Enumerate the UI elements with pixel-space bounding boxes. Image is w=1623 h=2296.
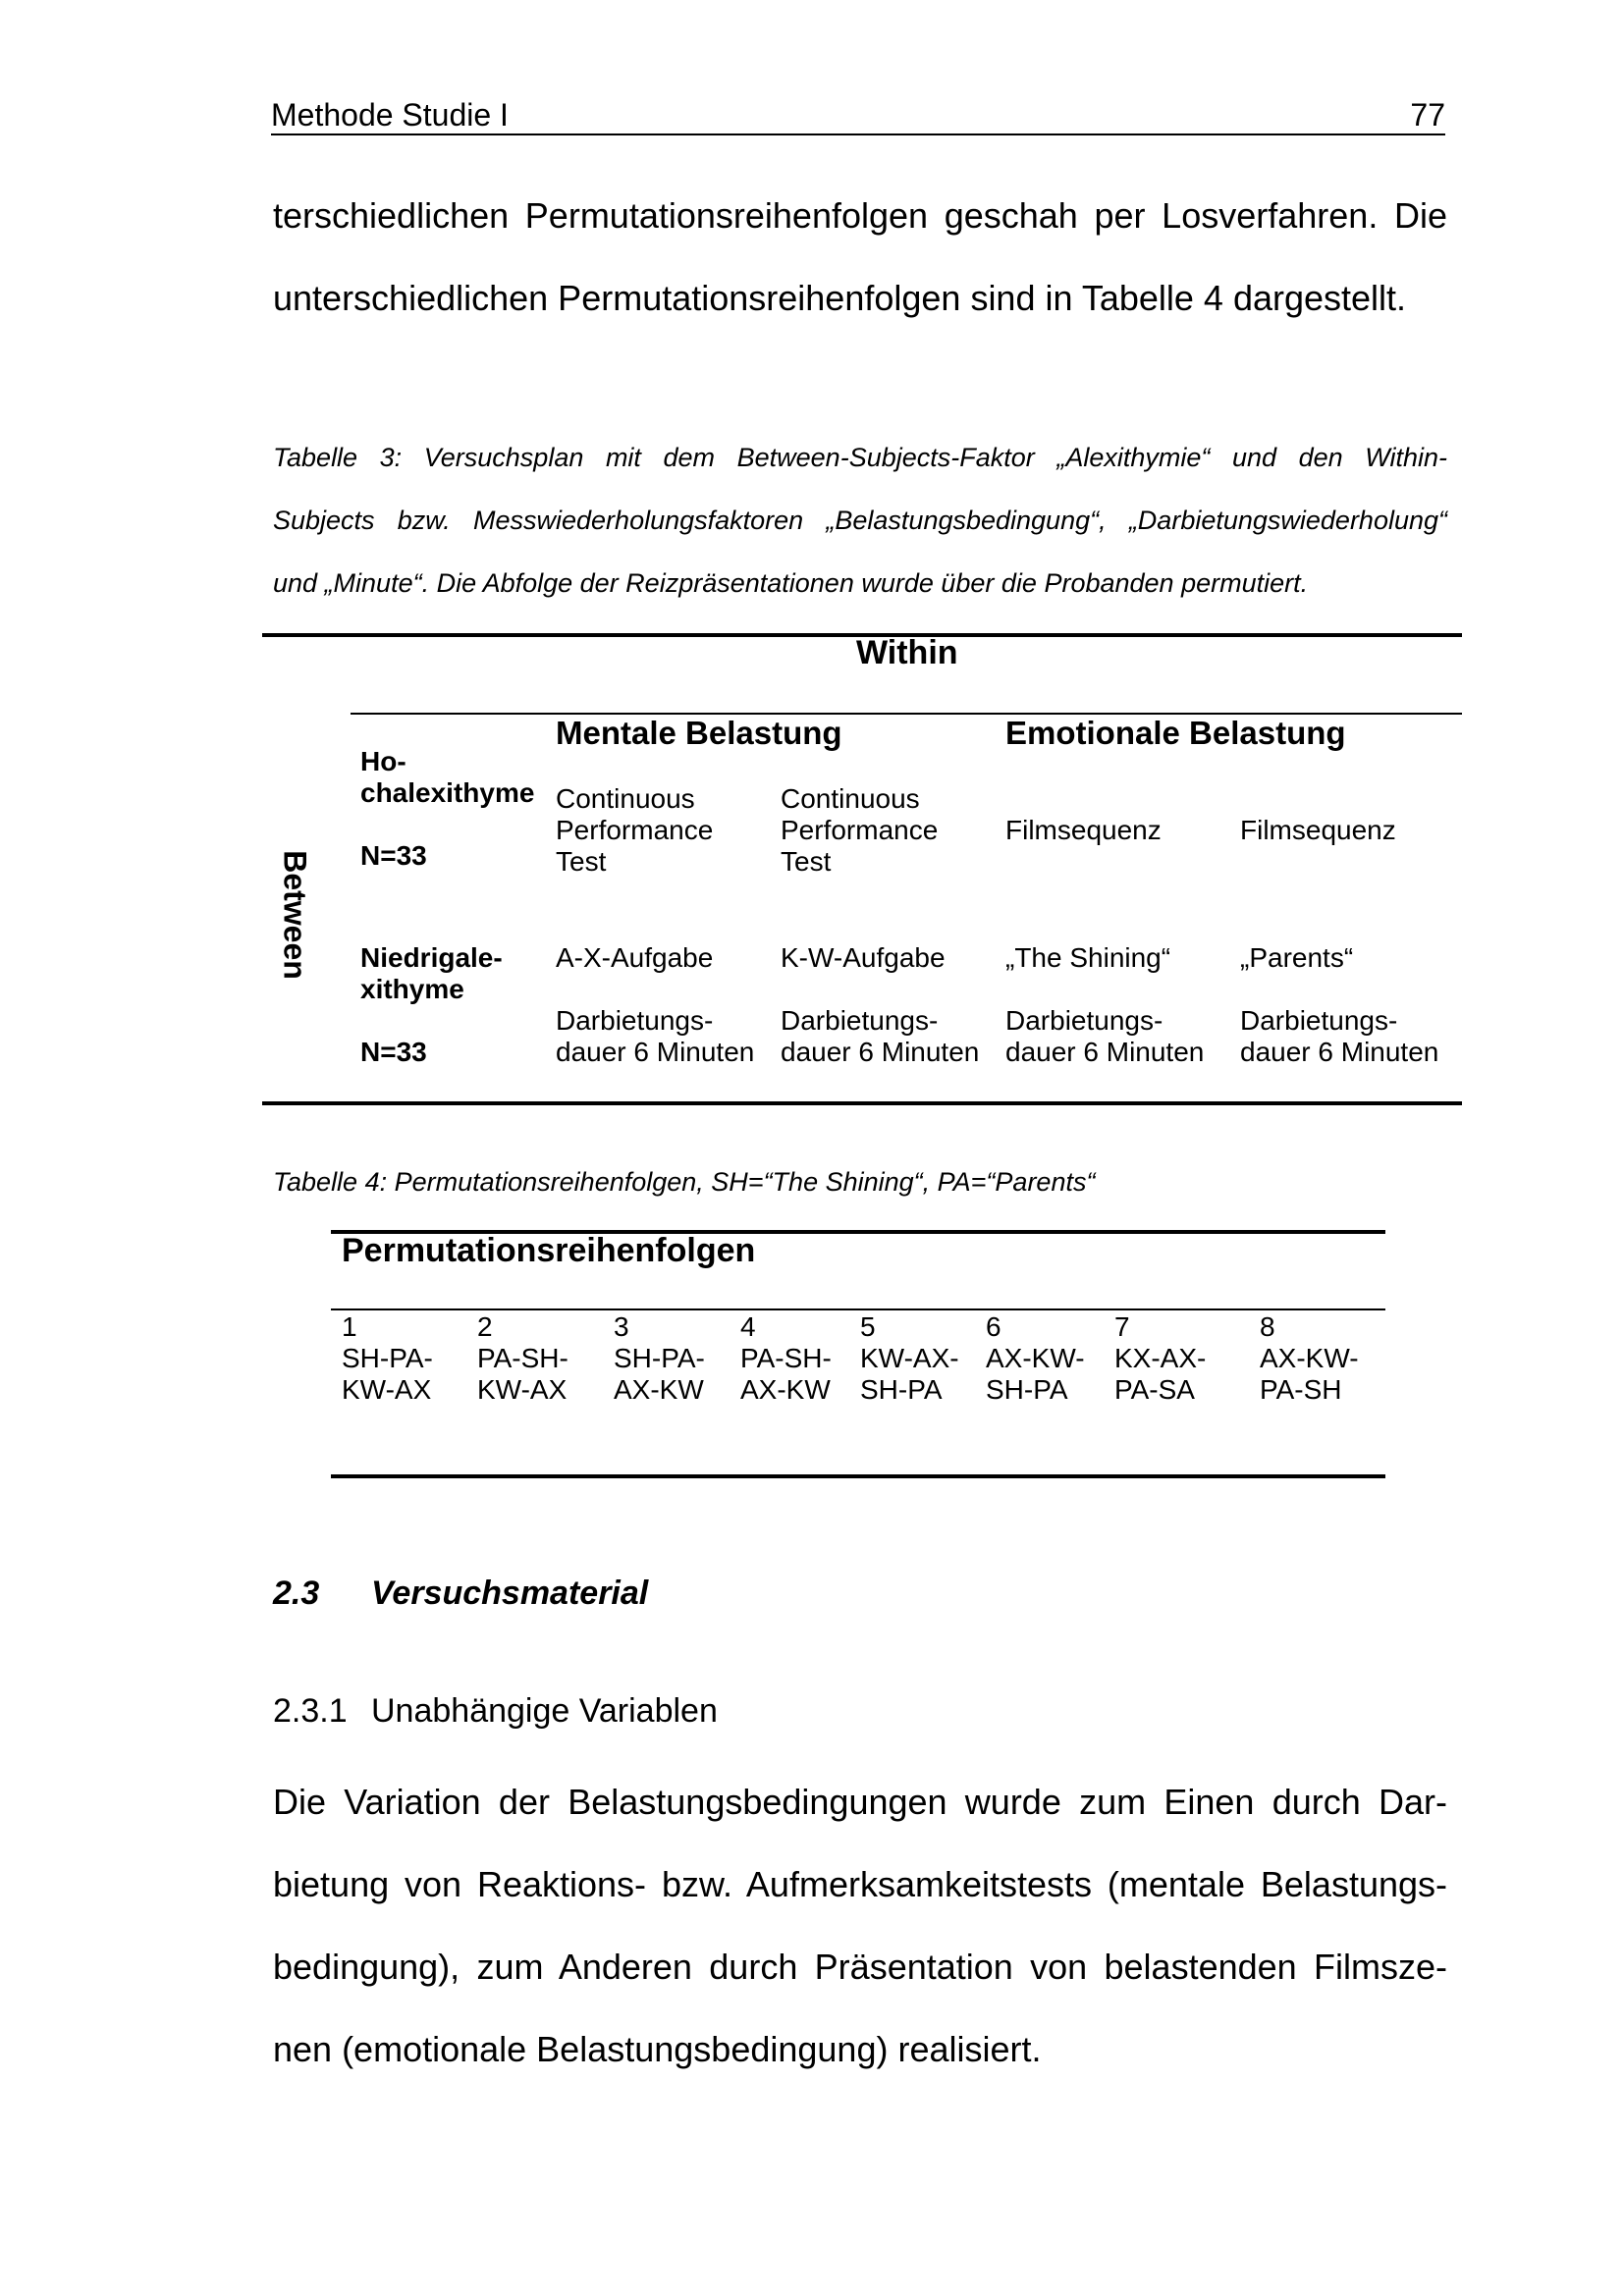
duration-cell-4 — [1240, 1005, 1438, 1068]
paragraph-line-3: bedingung), zum Anderen durch Präsentation von belastenden Filmsze- — [273, 1947, 1447, 1987]
table3-bottom-rule — [262, 1101, 1462, 1105]
perm-col-2 — [477, 1311, 568, 1406]
table3-emotional-header: Emotionale Belastung — [1005, 715, 1346, 751]
perm-line-1: AX-KW- — [1260, 1343, 1359, 1373]
section-number: 2.3 — [273, 1575, 320, 1612]
perm-col-6 — [986, 1311, 1085, 1406]
cpt-line-2: Performance — [556, 815, 714, 845]
perm-col-7 — [1114, 1311, 1206, 1406]
perm-line-2: AX-KW — [740, 1374, 831, 1405]
perm-number: 1 — [342, 1311, 357, 1342]
duration-line-1: Darbietungs- — [781, 1005, 939, 1036]
perm-line-2: SH-PA — [860, 1374, 943, 1405]
perm-line-2: SH-PA — [986, 1374, 1068, 1405]
header-title: Methode Studie I — [271, 97, 509, 133]
perm-line-2: PA-SH — [1260, 1374, 1342, 1405]
cpt-line-2: Performance — [781, 815, 939, 845]
perm-col-8 — [1260, 1311, 1359, 1406]
group-low-line-1: Niedrigale- — [360, 942, 503, 973]
paragraph-line-1: Die Variation der Belastungsbedingungen wurde zum Einen durch Dar- — [273, 1782, 1447, 1822]
group-low-n: N=33 — [360, 1037, 427, 1067]
table3-caption — [273, 426, 1447, 614]
perm-line-1: PA-SH- — [740, 1343, 832, 1373]
duration-line-2: dauer 6 Minuten — [556, 1037, 755, 1067]
perm-col-4 — [740, 1311, 832, 1406]
group-high-line-2: chalexithyme — [360, 777, 535, 808]
table3-mental-header: Mentale Belastung — [556, 715, 842, 751]
table3-cpt-cell-2 — [781, 783, 938, 878]
intro-line-1: terschiedlichen Permutationsreihenfolgen geschah per Losverfahren. Die — [273, 195, 1447, 236]
perm-line-1: SH-PA- — [342, 1343, 433, 1373]
duration-cell-1 — [556, 1005, 754, 1068]
group-low-line-2: xithyme — [360, 974, 464, 1004]
perm-line-1: AX-KW- — [986, 1343, 1085, 1373]
duration-line-1: Darbietungs- — [556, 1005, 714, 1036]
table4-bottom-rule — [331, 1474, 1385, 1478]
perm-col-5 — [860, 1311, 959, 1406]
table3-within-label: Within — [856, 634, 958, 671]
intro-paragraph — [273, 175, 1447, 340]
perm-line-2: KW-AX — [342, 1374, 432, 1405]
task-kw: K-W-Aufgabe — [781, 942, 946, 973]
cpt-line-1: Continuous — [781, 783, 920, 814]
perm-line-2: KW-AX — [477, 1374, 568, 1405]
perm-number: 4 — [740, 1311, 756, 1342]
perm-col-3 — [614, 1311, 705, 1406]
paragraph-line-2: bietung von Reaktions- bzw. Aufmerksamkeitstests (mentale Belastungs- — [273, 1864, 1447, 1904]
perm-line-1: SH-PA- — [614, 1343, 705, 1373]
body-paragraph — [273, 1761, 1447, 2091]
table3-film-cell-2: Filmsequenz — [1240, 815, 1396, 845]
group-high-n: N=33 — [360, 840, 427, 871]
table3-between-label: Between — [277, 850, 313, 980]
cpt-line-3: Test — [781, 846, 832, 877]
perm-line-2: PA-SA — [1114, 1374, 1195, 1405]
perm-number: 8 — [1260, 1311, 1275, 1342]
table3-caption-line-2: Subjects bzw. Messwiederholungsfaktoren „Belastungsbedingung“, „Darbietungswiederholung“ — [273, 506, 1447, 535]
task-shining: „The Shining“ — [1005, 942, 1171, 973]
duration-line-2: dauer 6 Minuten — [1240, 1037, 1439, 1067]
subsection-title: Unabhängige Variablen — [371, 1692, 718, 1730]
table3-group-high — [360, 746, 534, 809]
cpt-line-1: Continuous — [556, 783, 695, 814]
table3-film-cell-1: Filmsequenz — [1005, 815, 1162, 845]
duration-cell-2 — [781, 1005, 979, 1068]
perm-line-1: KX-AX- — [1114, 1343, 1207, 1373]
table3-cpt-cell-1 — [556, 783, 713, 878]
duration-line-1: Darbietungs- — [1240, 1005, 1398, 1036]
perm-line-1: PA-SH- — [477, 1343, 568, 1373]
intro-line-2: unterschiedlichen Permutationsreihenfolgen sind in Tabelle 4 dargestellt. — [273, 278, 1407, 318]
task-parents: „Parents“ — [1240, 942, 1354, 973]
group-high-line-1: Ho- — [360, 746, 406, 776]
table4-header: Permutationsreihenfolgen — [342, 1232, 756, 1269]
perm-col-1 — [342, 1311, 433, 1406]
perm-number: 6 — [986, 1311, 1001, 1342]
table3-group-low — [360, 942, 503, 1005]
perm-number: 3 — [614, 1311, 629, 1342]
table4-caption: Tabelle 4: Permutationsreihenfolgen, SH=“The Shining“, PA=“Parents“ — [273, 1167, 1096, 1197]
table3-caption-line-1: Tabelle 3: Versuchsplan mit dem Between-Subjects-Faktor „Alexithymie“ und den Within- — [273, 443, 1447, 472]
task-ax: A-X-Aufgabe — [556, 942, 714, 973]
duration-cell-3 — [1005, 1005, 1204, 1068]
page-number: 77 — [1410, 97, 1445, 133]
duration-line-1: Darbietungs- — [1005, 1005, 1163, 1036]
perm-number: 5 — [860, 1311, 876, 1342]
cpt-line-3: Test — [556, 846, 607, 877]
perm-number: 2 — [477, 1311, 493, 1342]
subsection-number: 2.3.1 — [273, 1692, 348, 1730]
perm-number: 7 — [1114, 1311, 1130, 1342]
paragraph-line-4: nen (emotionale Belastungsbedingung) realisiert. — [273, 2029, 1042, 2069]
duration-line-2: dauer 6 Minuten — [781, 1037, 980, 1067]
section-title: Versuchsmaterial — [371, 1575, 649, 1612]
duration-line-2: dauer 6 Minuten — [1005, 1037, 1205, 1067]
running-header — [271, 96, 1445, 135]
table4-header-rule — [331, 1308, 1385, 1310]
table3-caption-line-3: und „Minute“. Die Abfolge der Reizpräsentationen wurde über die Probanden permutiert. — [273, 568, 1309, 598]
perm-line-1: KW-AX- — [860, 1343, 959, 1373]
perm-line-2: AX-KW — [614, 1374, 704, 1405]
